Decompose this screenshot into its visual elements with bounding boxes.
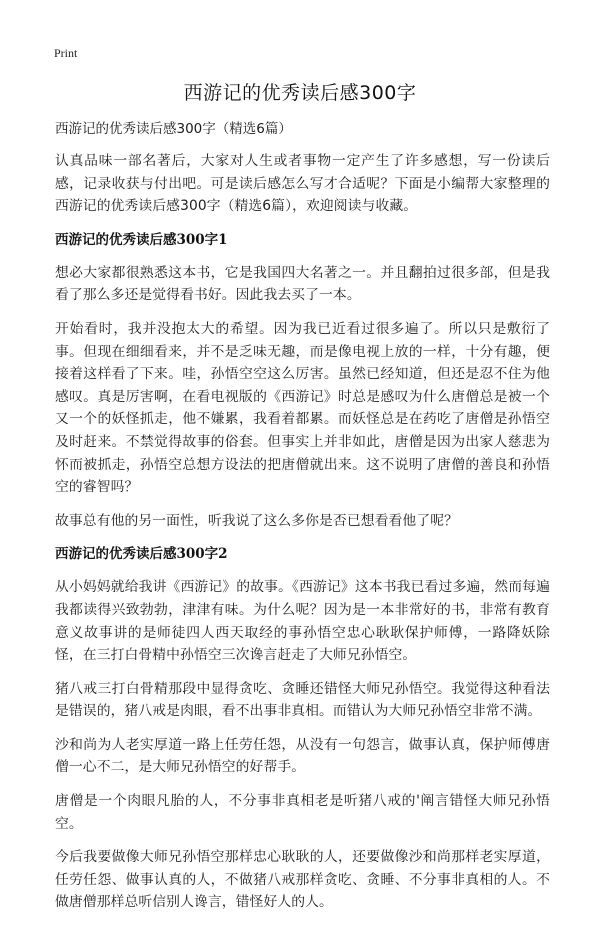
page-title: 西游记的优秀读后感300字 — [183, 82, 417, 104]
paragraph: 沙和尚为人老实厚道一路上任劳任怨，从没有一句怨言，做事认真，保护师傅唐僧一心不二，是大师兄孙悟空的好帮手。 — [55, 736, 550, 776]
intro-paragraph: 认真品味一部名著后，大家对人生或者事物一定产生了许多感想，写一份读后感，记录收获与付出吧。可是读后感怎么写才合适呢？下面是小编帮大家整理的西游记的优秀读后感300字（精选6篇），欢迎阅读与收藏。 — [55, 153, 550, 215]
paragraph: 开始看时，我并没抱太大的希望。因为我已近看过很多遍了。所以只是敷衍了事。但现在细细看来，并不是乏味无趣，而是像电视上放的一样，十分有趣，便接着这样看了下来。哇，孙悟空空这么厉害。虽然已经知道，但还是忍不住为他感叹。真是厉害啊，在看电视版的《西游记》时总是感叹为什么唐僧总是被一个又一个的妖怪抓走，他不嫌累，我看着都累。而妖怪总是在药吃了唐僧是孙悟空及时赶来。不禁觉得故事的俗套。但事实上并非如此，唐僧是因为出家人慈悲为怀而被抓走，孙悟空总想方设法的把唐僧就出来。这不说明了唐僧的善良和孙悟空的睿智吗？ — [55, 320, 550, 496]
paragraph: 从小妈妈就给我讲《西游记》的故事。《西游记》这本书我已看过多遍，然而每遍我都读得兴致勃勃，津津有味。为什么呢？因为是一本非常好的书，非常有教育意义故事讲的是师徒四人西天取经的事孙悟空忠心耿耿保护师傅，一路降妖除怪，在三打白骨精中孙悟空三次谗言赶走了大师兄孙悟空。 — [55, 579, 550, 664]
paragraph: 故事总有他的另一面性，听我说了这么多你是否已想看看他了呢？ — [55, 512, 459, 529]
section-2 — [55, 543, 550, 914]
paragraph: 猪八戒三打白骨精那段中显得贪吃、贪睡还错怪大师兄孙悟空。我觉得这种看法是错误的，猪八戒是肉眼，看不出事非真相。而错认为大师兄孙悟空非常不满。 — [55, 680, 550, 720]
paragraph: 唐僧是一个肉眼凡胎的人，不分事非真相老是听猪八戒的'阐言错怪大师兄孙悟空。 — [55, 793, 550, 832]
section-heading: 西游记的优秀读后感300字1 — [55, 231, 228, 248]
print-label[interactable]: Print — [54, 46, 78, 60]
document-body — [55, 119, 550, 925]
paragraph: 想必大家都很熟悉这本书，它是我国四大名著之一。并且翻拍过很多部，但是我看了那么多还是觉得看书好。因此我去买了一本。 — [55, 264, 550, 304]
paragraph: 今后我要做像大师兄孙悟空那样忠心耿耿的人，还要做像沙和尚那样老实厚道，任劳任怨、做事认真的人，不做猪八戒那样贪吃、贪睡、不分事非真相的人。不做唐僧那样总听信别人谗言，错怪好人的人。 — [55, 849, 550, 911]
section-1 — [55, 229, 550, 533]
section-heading: 西游记的优秀读后感300字2 — [55, 546, 228, 563]
document-subtitle: 西游记的优秀读后感300字（精选6篇） — [55, 121, 292, 137]
